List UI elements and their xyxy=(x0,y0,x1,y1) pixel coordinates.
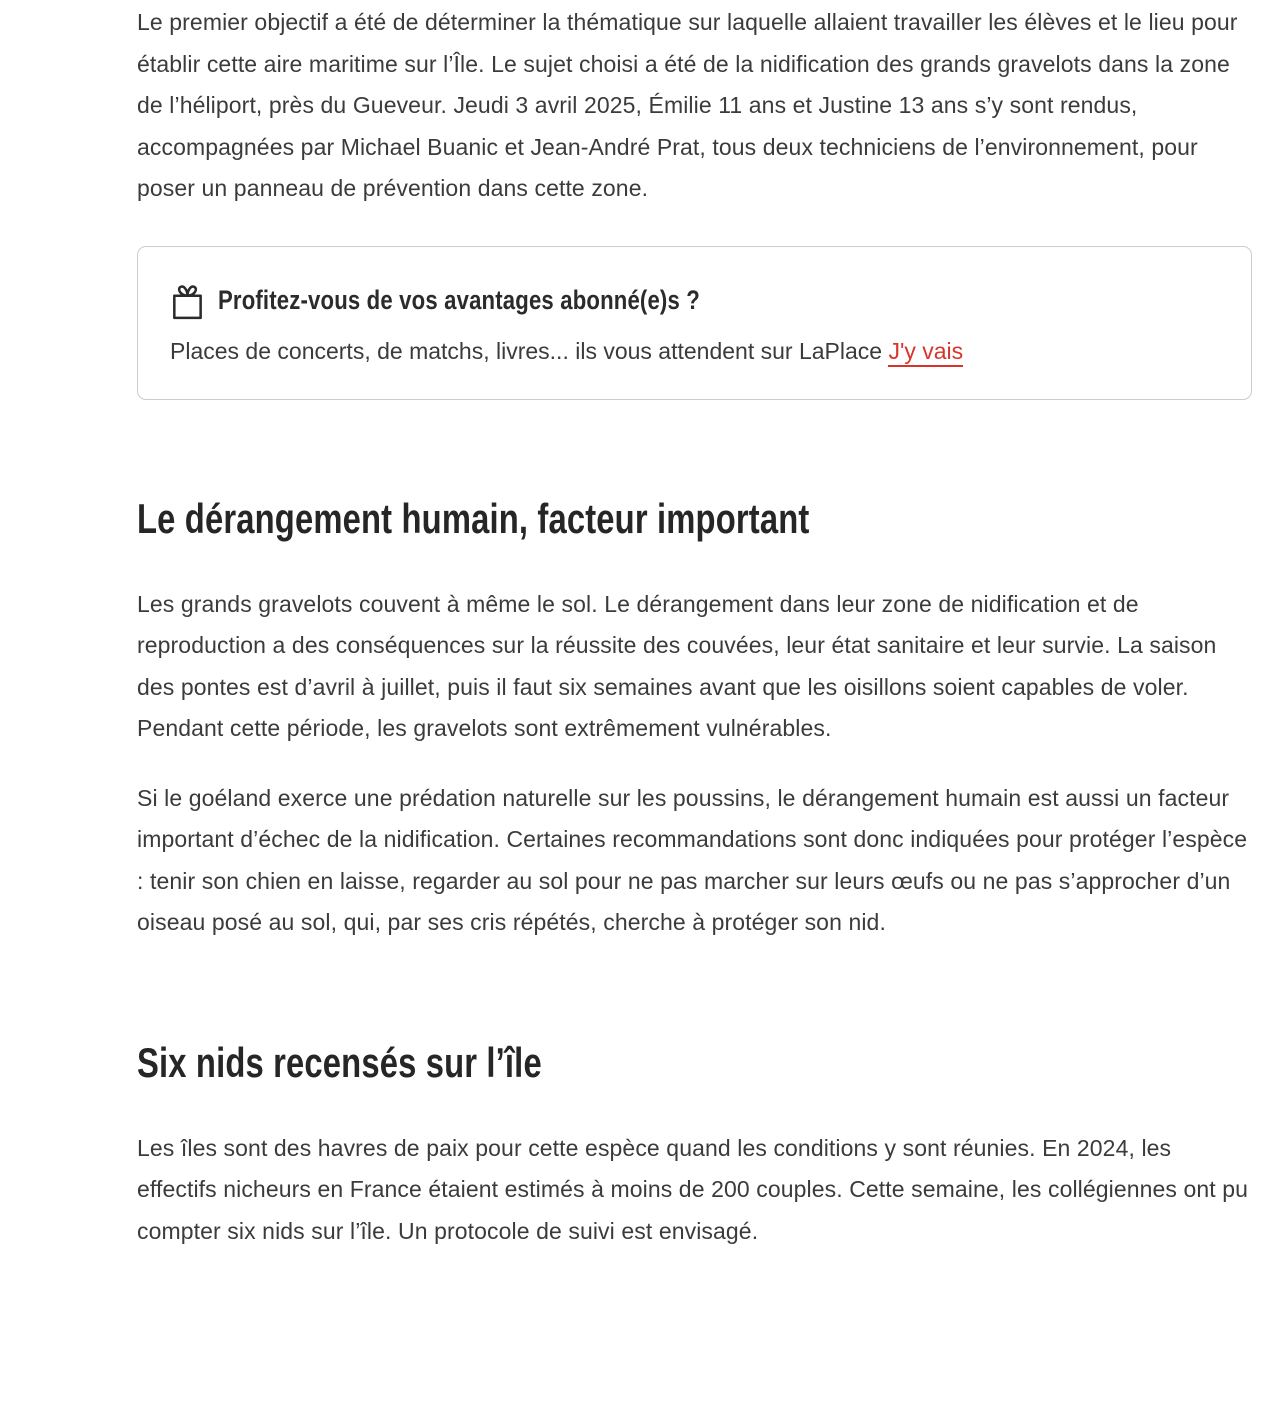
article-paragraph: Les îles sont des havres de paix pour cette espèce quand les conditions y sont réunies. En 2024, les effectifs nicheurs en France étaient estimés à moins de 200 couples. Cette semaine, les collégiennes ont pu compter six nids sur l’île. Un protocole de suivi est envisagé. xyxy=(137,1134,1249,1244)
promo-title: Profitez-vous de vos avantages abonné(e)s ? xyxy=(218,285,700,315)
article-paragraph: Les grands gravelots couvent à même le sol. Le dérangement dans leur zone de nidification et de reproduction a des conséquences sur la réussite des couvées, leur état sanitaire et leur survie. La saison des pontes est d’avril à juillet, puis il faut six semaines avant que les oisillons soient capables de voler. Pendant cette période, les gravelots sont extrêmement vulnérables. xyxy=(137,590,1217,742)
section-heading-nids-label: Six nids recensés sur l’île xyxy=(137,1038,542,1086)
laplace-link[interactable]: J'y vais xyxy=(888,338,963,367)
article-paragraph-intro: Le premier objectif a été de déterminer la thématique sur laquelle allaient travailler les élèves et le lieu pour établir cette aire maritime sur l’Île. Le sujet choisi a été de la nidification des grands gravelots dans la zone de l’héliport, près du Gueveur. Jeudi 3 avril 2025, Émilie 11 ans et Justine 13 ans s’y sont rendus, accompagnées par Michael Buanic et Jean-André Prat, tous deux techniciens de l’environnement, pour poser un panneau de prévention dans cette zone. xyxy=(137,9,1238,201)
subscriber-promo-card xyxy=(137,246,1252,400)
section-heading-nids xyxy=(137,1040,1253,1086)
gift-icon xyxy=(170,281,206,321)
section-heading-derangement xyxy=(137,496,1253,542)
article-body xyxy=(137,0,1253,1252)
promo-text-label: Places de concerts, de matchs, livres... ils vous attendent sur LaPlace xyxy=(170,337,883,364)
section-heading-derangement-label: Le dérangement humain, facteur important xyxy=(137,494,810,542)
promo-text xyxy=(170,333,1219,369)
article-paragraph: Si le goéland exerce une prédation naturelle sur les poussins, le dérangement humain est aussi un facteur important d’échec de la nidification. Certaines recommandations sont donc indiquées pour protéger l’espèce : tenir son chien en laisse, regarder au sol pour ne pas marcher sur leurs œufs ou ne pas s’approcher d’un oiseau posé au sol, qui, par ses cris répétés, cherche à protéger son nid. xyxy=(137,784,1248,936)
